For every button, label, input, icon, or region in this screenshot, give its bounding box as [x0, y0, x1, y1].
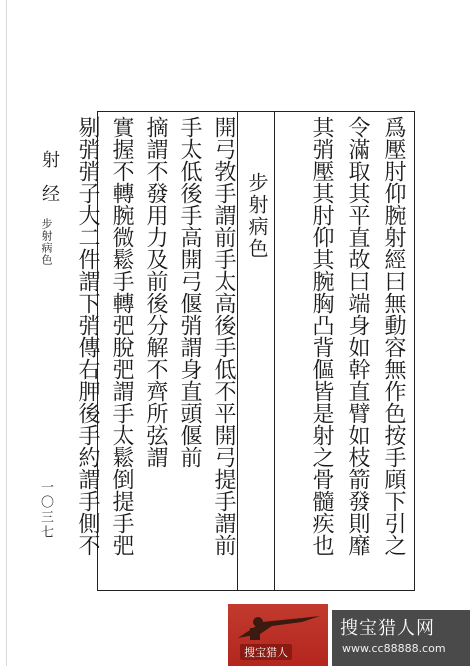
page-number: 一〇三七	[38, 480, 53, 540]
watermark-logo-text: 搜宝猎人	[240, 644, 292, 660]
text-column	[208, 116, 238, 588]
text-frame	[75, 111, 415, 591]
watermark-brand-name: 搜宝猎人网	[340, 618, 435, 639]
column-divider	[274, 112, 275, 590]
text-column	[140, 116, 170, 588]
text-column	[378, 116, 408, 588]
text-column	[174, 116, 204, 588]
watermark-url: www.cc88888.com	[342, 642, 446, 655]
book-title: 射经	[39, 150, 60, 218]
column-text: 爲壓肘仰腕射經曰無動容無作色按手頋下引之	[381, 116, 406, 556]
text-column	[306, 116, 336, 588]
chapter-title: 步射病色	[40, 218, 53, 266]
column-text: 剔弰弰子大二件謂下弰傳右胛後手約謂手側不	[75, 116, 100, 556]
section-heading: 步射病色	[245, 172, 269, 260]
hunter-icon	[232, 612, 324, 644]
page-edge-line	[6, 0, 7, 666]
watermark-banner	[228, 604, 470, 666]
watermark-logo	[228, 604, 328, 666]
column-text: 其弰壓其肘仰其腕胸凸背傴皆是射之骨髓疾也	[309, 116, 334, 556]
text-column	[106, 116, 136, 588]
column-text: 實握不轉腕微鬆手轉弝脫弝謂手太鬆倒提手弝	[109, 116, 134, 556]
section-heading-column	[242, 172, 272, 644]
column-text: 手太低後手高開弓偃弰謂身直頭偃前	[177, 116, 202, 468]
column-text: 令滿取其平直故曰端身如幹直臂如枝箭發則靡	[345, 116, 370, 556]
watermark-brand	[332, 610, 470, 666]
column-text: 摘謂不發用力及前後分解不齊所弦謂	[143, 116, 168, 468]
text-column	[342, 116, 372, 588]
text-column	[72, 116, 102, 588]
column-text: 開弓㪍手謂前手太高後手低不平開弓提手謂前	[211, 116, 236, 556]
